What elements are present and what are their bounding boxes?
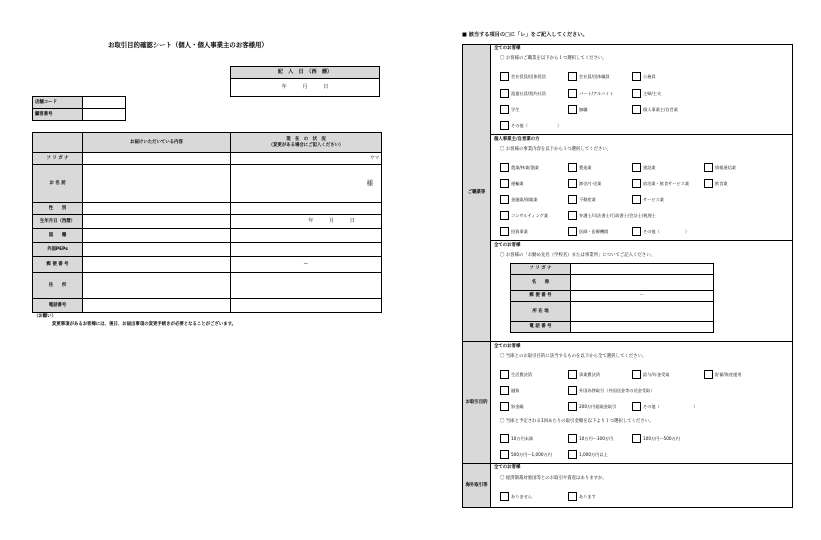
note-body: 変更事項があるお客様には、後日、お届出事項の変更手続きが必要となることがございます。	[52, 322, 237, 327]
header-current-line2: （変更がある場合にご記入ください）	[268, 142, 344, 148]
purpose-option-5[interactable]: 融資	[500, 386, 519, 395]
page-title: お取引目的確認シート（個人・個人事業主のお客様用）	[108, 41, 268, 49]
biz-option-10[interactable]: 不動産業	[568, 195, 596, 204]
store-code-field[interactable]	[83, 97, 126, 109]
header-current	[231, 133, 382, 153]
divider-2	[491, 240, 792, 241]
checkbox[interactable]	[500, 89, 509, 98]
checkbox[interactable]	[568, 492, 577, 501]
amount-prompt: 〇 当庫と予定される1回あたりの取引金額を以下より１つ選択してください。	[500, 419, 654, 424]
checkbox[interactable]	[500, 492, 509, 501]
checkbox[interactable]	[632, 89, 641, 98]
checkbox[interactable]	[568, 227, 577, 236]
occ-option-6[interactable]: 主婦/主夫	[632, 89, 661, 98]
work-label-address: 所 在 地	[511, 302, 571, 322]
biz-option-5[interactable]: 運輸業	[500, 179, 524, 188]
occ-option-10[interactable]: その他（ ）	[500, 121, 561, 130]
row-registered-postal	[83, 257, 231, 273]
biz-prompt: 〇 お客様の事業内容を以下から１つ選択してください。	[500, 147, 612, 152]
biz-option-13[interactable]: 弁護士/司法書士/行政書士/会計士/税理士	[568, 211, 656, 220]
row-current-gender[interactable]	[231, 203, 382, 215]
amount-option-5[interactable]: 1,000万円以上	[568, 450, 608, 459]
occ-option-4[interactable]: 派遣社員/契約社員	[500, 89, 546, 98]
divider-3	[491, 341, 792, 342]
occ-option-7[interactable]: 学生	[500, 105, 519, 114]
occ-option-2[interactable]: 会社員/団体職員	[568, 72, 610, 81]
row-registered-peps	[83, 243, 231, 257]
purpose-all-customers: 全てのお客様	[494, 344, 521, 349]
checkbox[interactable]	[500, 179, 509, 188]
row-label-nationality: 国 籍	[33, 229, 83, 243]
customer-info-table	[32, 132, 382, 313]
section-overseas-label-cell	[463, 463, 491, 507]
checkbox[interactable]	[500, 163, 509, 172]
occ-option-3[interactable]: 公務員	[632, 72, 656, 81]
biz-option-7[interactable]: 宿泊業・飲食サービス業	[632, 179, 689, 188]
amount-option-1[interactable]: 10万円未満	[500, 434, 533, 443]
biz-option-15[interactable]: 投資事業	[500, 227, 528, 236]
checkbox[interactable]	[632, 434, 641, 443]
work-prompt: 〇 お客様の「お勤め先名（学校名）または事業所」についてご記入ください。	[500, 253, 655, 258]
section-occupation-label-cell	[463, 45, 491, 341]
entry-date-field[interactable]: 年 月 日	[231, 79, 380, 97]
checkbox[interactable]	[632, 370, 641, 379]
row-registered-birthdate	[83, 215, 231, 229]
divider-1	[491, 134, 792, 135]
checkbox[interactable]	[568, 72, 577, 81]
purpose-option-6[interactable]: 外国為替取引（外国送金等の送金受取）	[568, 386, 654, 395]
section-purpose-label: お取引目的	[465, 399, 488, 405]
customer-no-label: 顧客番号	[33, 109, 83, 121]
entry-date-box	[230, 66, 380, 97]
amount-option-2[interactable]: 10万円～100万円	[568, 434, 613, 443]
section-occupation-label: ご職業等	[467, 190, 486, 196]
work-label-postal: 郵 便 番 号	[511, 291, 571, 302]
work-field-name[interactable]	[571, 275, 714, 291]
row-current-address[interactable]	[231, 273, 382, 299]
sanction-prompt: 〇 経済制裁対象国等とのお取引や資産はありますか。	[500, 476, 607, 481]
checkbox[interactable]	[500, 450, 509, 459]
checkbox[interactable]	[568, 195, 577, 204]
store-code-label: 店舗コード	[33, 97, 83, 109]
checkbox[interactable]	[500, 402, 509, 411]
biz-option-4[interactable]: 情報通信業	[704, 163, 736, 172]
row-registered-phone	[83, 299, 231, 313]
biz-option-11[interactable]: サービス業	[632, 195, 664, 204]
checkbox[interactable]	[704, 370, 713, 379]
work-label-furigana: フ リ ガ ナ	[511, 264, 571, 275]
header-registered: お届けいただいている内容	[83, 133, 231, 153]
row-label-phone: 電話番号	[33, 299, 83, 313]
checkbox[interactable]	[500, 121, 509, 130]
biz-option-16[interactable]: 医師・医療機関	[568, 227, 608, 236]
checkbox[interactable]	[568, 434, 577, 443]
row-current-peps[interactable]	[231, 243, 382, 257]
checkbox[interactable]	[568, 179, 577, 188]
row-current-furigana[interactable]: サマ	[231, 153, 382, 165]
occ-option-5[interactable]: パート/アルバイト	[568, 89, 613, 98]
checkbox[interactable]	[500, 434, 509, 443]
work-field-address[interactable]	[571, 302, 714, 322]
occ-option-8[interactable]: 無職	[568, 105, 587, 114]
purpose-prompt: 〇 当庫とのお取引目的に該当するものを以下から全て選択してください。	[500, 354, 647, 359]
biz-option-3[interactable]: 建設業	[632, 163, 656, 172]
row-label-peps: 外国PEPs	[33, 243, 83, 257]
checkbox[interactable]	[632, 402, 641, 411]
checkbox[interactable]	[500, 72, 509, 81]
checkbox[interactable]	[632, 163, 641, 172]
sanction-option-no[interactable]: ありません	[500, 492, 532, 501]
purpose-option-3[interactable]: 給与/年金受取	[632, 370, 670, 379]
checkbox[interactable]	[500, 386, 509, 395]
checkbox[interactable]	[632, 227, 641, 236]
biz-option-6[interactable]: 卸売/小売業	[568, 179, 601, 188]
biz-option-17[interactable]: その他（ ）	[632, 227, 689, 236]
row-label-gender: 性 別	[33, 203, 83, 215]
checkbox[interactable]	[704, 163, 713, 172]
work-field-phone[interactable]	[571, 322, 714, 333]
purpose-option-2[interactable]: 事業費決済	[568, 370, 600, 379]
checkbox[interactable]	[632, 179, 641, 188]
checkbox[interactable]	[568, 163, 577, 172]
checkbox[interactable]	[568, 89, 577, 98]
checkbox[interactable]	[632, 105, 641, 114]
work-field-postal[interactable]: ー	[571, 291, 714, 302]
checkbox[interactable]	[500, 227, 509, 236]
entry-date-label: 記 入 日 （西 暦）	[231, 67, 380, 79]
row-current-nationality[interactable]	[231, 229, 382, 243]
biz-title: 個人事業主/自営業の方	[494, 137, 540, 142]
row-current-postal[interactable]: ー	[231, 257, 382, 273]
amount-option-3[interactable]: 100万円～500万円	[632, 434, 680, 443]
row-label-name: お 名 前	[33, 165, 83, 203]
occ-option-1[interactable]: 会社役員/団体役員	[500, 72, 546, 81]
workplace-table	[510, 263, 714, 333]
work-field-furigana[interactable]	[571, 264, 714, 275]
row-registered-name	[83, 165, 231, 203]
checkbox[interactable]	[568, 211, 577, 220]
purpose-option-7[interactable]: 資金繰	[500, 402, 524, 411]
occ-prompt: 〇 お客様のご職業を以下から１つ選択してください。	[500, 56, 607, 61]
row-label-postal: 郵 便 番 号	[33, 257, 83, 273]
checkbox[interactable]	[500, 195, 509, 204]
checkbox[interactable]	[568, 450, 577, 459]
checkbox[interactable]	[704, 179, 713, 188]
header-current-line1: 現 在 の 状 況	[286, 137, 326, 143]
checkbox[interactable]	[568, 402, 577, 411]
biz-option-12[interactable]: コンサルティング業	[500, 211, 548, 220]
purpose-option-9[interactable]: その他（ ）	[632, 402, 697, 411]
sanction-option-yes[interactable]: あります	[568, 492, 596, 501]
header-blank	[33, 133, 83, 153]
amount-option-4[interactable]: 500万円～1,000万円	[500, 450, 552, 459]
checkbox[interactable]	[632, 195, 641, 204]
row-registered-address	[83, 273, 231, 299]
row-current-name[interactable]: 様	[231, 165, 382, 203]
row-label-birthdate: 生年月日（西暦）	[33, 215, 83, 229]
biz-option-1[interactable]: 農業/林業/漁業	[500, 163, 539, 172]
divider-4	[491, 463, 792, 464]
checkbox[interactable]	[632, 72, 641, 81]
work-label-phone: 電 話 番 号	[511, 322, 571, 333]
row-registered-gender	[83, 203, 231, 215]
checkbox[interactable]	[568, 105, 577, 114]
biz-option-2[interactable]: 製造業	[568, 163, 592, 172]
checkbox[interactable]	[568, 370, 577, 379]
customer-no-field[interactable]	[83, 109, 126, 121]
checkbox[interactable]	[500, 211, 509, 220]
row-label-furigana: フ リ ガ ナ	[33, 153, 83, 165]
checkbox[interactable]	[500, 105, 509, 114]
row-label-address: 住 所	[33, 273, 83, 299]
purpose-option-8[interactable]: 200万円超現金取引	[568, 402, 616, 411]
biz-option-8[interactable]: 飲食業	[704, 179, 728, 188]
work-all-customers: 全てのお客様	[494, 243, 521, 248]
section-overseas-label: 海外取引等	[465, 482, 488, 488]
note-title: （お願い）	[34, 314, 56, 319]
occ-all-customers: 全てのお客様	[494, 46, 521, 51]
checkbox[interactable]	[568, 386, 577, 395]
biz-option-9[interactable]: 金融業/保険業	[500, 195, 538, 204]
checkbox[interactable]	[500, 370, 509, 379]
section-purpose-label-cell	[463, 341, 491, 463]
work-label-name: 名 称	[511, 275, 571, 291]
store-info-table	[32, 96, 126, 121]
row-current-phone[interactable]	[231, 299, 382, 313]
row-registered-furigana	[83, 153, 231, 165]
purpose-option-4[interactable]: 貯蓄/資産運用	[704, 370, 742, 379]
instruction-header: ■ 該当する項目の□に「レ」をご記入してください。	[462, 32, 588, 38]
purpose-option-1[interactable]: 生活費決済	[500, 370, 532, 379]
occ-option-9[interactable]: 個人事業主/自営業	[632, 105, 678, 114]
overseas-all-customers: 全てのお客様	[494, 465, 521, 470]
row-current-birthdate[interactable]: 年 月 日	[231, 215, 382, 229]
row-registered-nationality	[83, 229, 231, 243]
